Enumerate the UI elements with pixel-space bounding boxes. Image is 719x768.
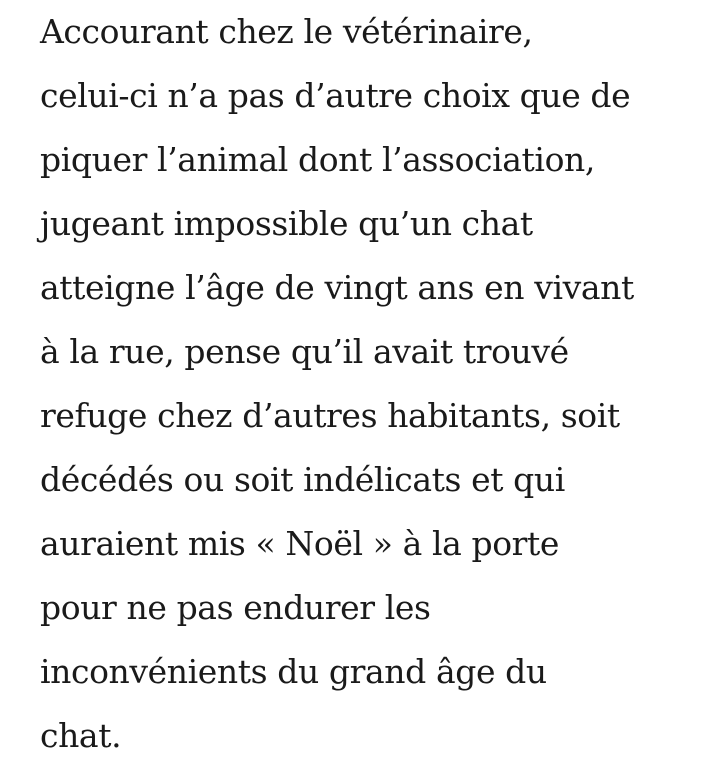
paragraph-line: celui-ci n’a pas d’autre choix que de <box>40 76 631 115</box>
paragraph-line: chat. <box>40 716 122 755</box>
paragraph-line: piquer l’animal dont l’association, <box>40 140 595 179</box>
paragraph-line: pour ne pas endurer les <box>40 588 431 627</box>
paragraph-line: jugeant impossible qu’un chat <box>40 204 533 243</box>
paragraph-line: décédés ou soit indélicats et qui <box>40 460 565 499</box>
paragraph-line: refuge chez d’autres habitants, soit <box>40 396 620 435</box>
paragraph-line: atteigne l’âge de vingt ans en vivant <box>40 268 634 307</box>
article-paragraph <box>40 0 710 768</box>
paragraph-line: auraient mis « Noël » à la porte <box>40 524 560 563</box>
paragraph-line: inconvénients du grand âge du <box>40 652 547 691</box>
paragraph-line: à la rue, pense qu’il avait trouvé <box>40 332 569 371</box>
paragraph-line: Accourant chez le vétérinaire, <box>40 12 533 51</box>
